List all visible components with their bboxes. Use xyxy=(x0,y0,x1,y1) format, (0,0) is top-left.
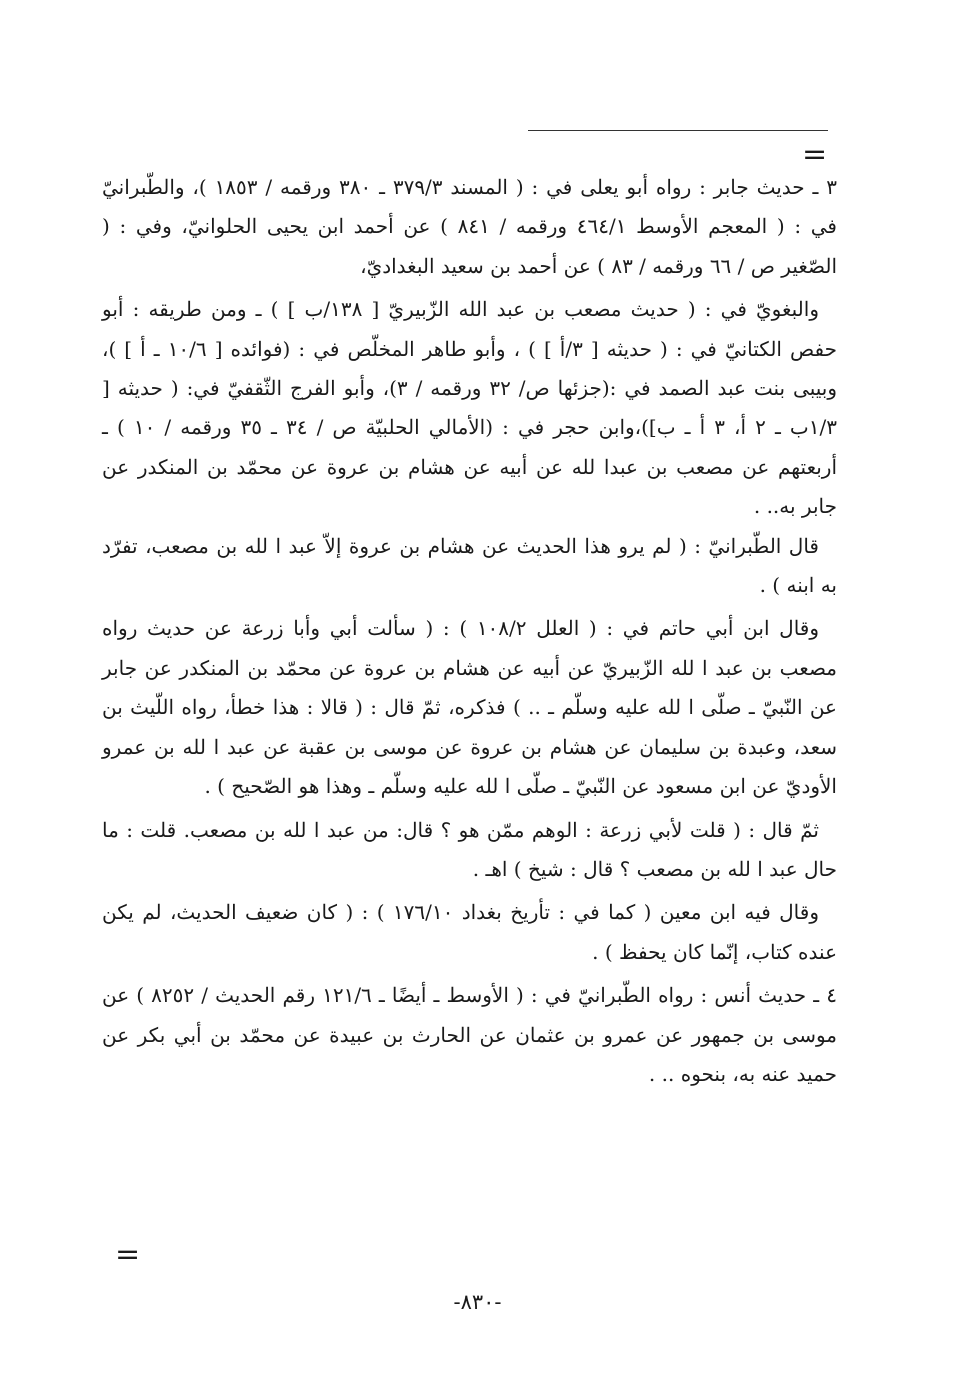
footnote-paragraph-ibn-abi-hatim: وقال ابن أبي حاتم في : ( العلل ١٠٨/٢ ) : ( سألت أبي وأبا زرعة عن حديث رواه مصعب بن عبد ا لله الزّبيريّ عن أبيه عن هشام بن عروة عن محمّد بن المنكدر عن جابر عن النّبيّ ـ صلّى ا لله عليه وسلّم ـ .. ) فذكره، ثمّ قال : ( قالا : هذا خطأ، رواه اللّيث بن سعد، وعبدة بن سليمان عن هشام بن عروة عن موسى بن عقبة عن عبد ا لله بن عمرو الأوديّ عن ابن مسعود عن النّبيّ ـ صلّى ا لله عليه وسلّم ـ وهذا هو الصّحيح ) . xyxy=(102,616,837,799)
footnote-paragraph-baghawi: والبغويّ في : ( حديث مصعب بن عبد الله الزّبيريّ [ ١٣٨/ب ] ) ـ ومن طريقه : أبو حفص الكتانيّ في : ( حديثه [ ٣/أ ] ) ، وأبو طاهر المخلّص في : (فوائده [ ١٠/٦ ـ أ ] )، وبيبى بنت عبد الصمد في :(جزئها ص/ ٣٢ ورقمه / ٣)، وأبو الفرج الثّقفيّ في: ( حديثه [ ١/٣ب ـ ٢ أ، ٣ أ ـ ب])،وابن حجر في : (الأمالي الحلبيّة ص / ٣٤ ـ ٣٥ ورقمه / ١٠ ) ـ أربعتهم عن مصعب بن عبدا لله عن أبيه عن هشام بن عروة عن محمّد بن المنكدر عن جابر به.. . xyxy=(102,297,838,519)
footnote-body xyxy=(102,168,837,1094)
continuation-mark-bottom: = xyxy=(115,1237,140,1272)
footnote-paragraph-hadith-anas: ٤ ـ حديث أنس : رواه الطّبرانيّ في : ( الأوسط ـ أيضًا ـ ١٢١/٦ رقم الحديث / ٨٢٥٢ ) عن موسى بن جمهور عن عمرو بن عثمان عن الحارث بن عبيدة عن محمّد بن أبي بكر عن حميد عنه به، بنحوه .. . xyxy=(102,983,837,1086)
footnote-paragraph-tabarani-quote: قال الطّبرانيّ : ( لم يرو هذا الحديث عن هشام بن عروة إلاّ عبد ا لله بن مصعب، تفرّد به ابنه ) . xyxy=(102,533,837,598)
page-number: -٨٣٠- xyxy=(453,1290,502,1314)
footnote-separator-rule xyxy=(528,130,828,131)
footnote-paragraph-hadith-jabir: ٣ ـ حديث جابر : رواه أبو يعلى في : ( المسند ٣٧٩/٣ ـ ٣٨٠ ورقمه / ١٨٥٣ )، والطّبرانيّ في : ( المعجم الأوسط ٤٦٤/١ ورقمه / ٨٤١ ) عن أحمد ابن يحيى الحلوانيّ، وفي : ( الصّغير ص / ٦٦ ورقمه / ٨٣ ) عن أحمد بن سعيد البغداديّ، xyxy=(102,175,837,278)
footnote-paragraph-abu-zura: ثمّ قال : ( قلت لأبي زرعة : الوهم ممّن هو ؟ قال: من عبد ا لله بن مصعب. قلت : ما حال عبد ا لله بن مصعب ؟ قال : شيخ ) اهـ . xyxy=(102,817,837,881)
footnote-paragraph-ibn-main: وقال فيه ابن معين ( كما في : تأريخ بغداد ١٧٦/١٠ ) : ( كان ضعيف الحديث، لم يكن عنده كتاب، إنّما كان يحفظ ) . xyxy=(102,900,837,964)
continuation-mark-top: = xyxy=(802,137,827,172)
